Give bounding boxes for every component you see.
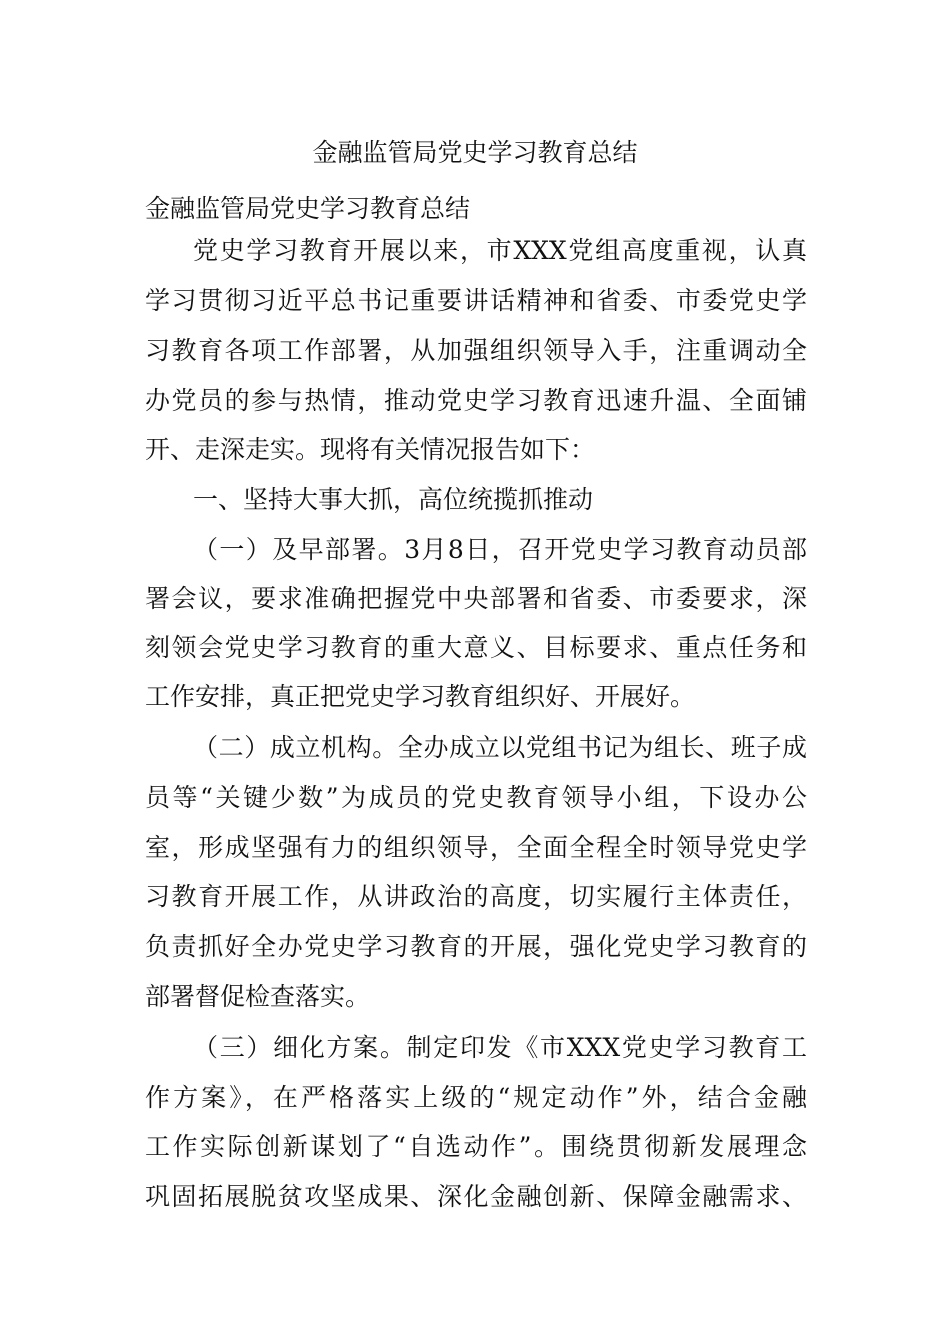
paragraph-line: 工作安排，真正把党史学习教育组织好、开展好。	[145, 682, 696, 711]
document-subtitle: 金融监管局党史学习教育总结	[145, 194, 471, 223]
paragraph-line: 学习贯彻习近平总书记重要讲话精神和省委、市委党史学	[145, 286, 807, 315]
paragraph-line: 室，形成坚强有力的组织领导，全面全程全时领导党史学	[145, 833, 807, 862]
paragraph-line: 巩固拓展脱贫攻坚成果、深化金融创新、保障金融需求、	[145, 1182, 807, 1211]
paragraph-line: 员等“关键少数”为成员的党史教育领导小组，下设办公	[145, 783, 807, 812]
paragraph-line: 办党员的参与热情，推动党史学习教育迅速升温、全面铺	[145, 386, 807, 415]
paragraph-line: 部署督促检查落实。	[145, 982, 371, 1011]
paragraph-line: 工作实际创新谋划了“自选动作”。围绕贯彻新发展理念	[145, 1132, 807, 1161]
paragraph-line: （三）细化方案。制定印发《市XXX党史学习教育工	[193, 1033, 807, 1062]
paragraph-line: 党史学习教育开展以来，市XXX党组高度重视，认真	[193, 236, 807, 265]
paragraph-line: 刻领会党史学习教育的重大意义、目标要求、重点任务和	[145, 633, 807, 662]
paragraph-line: （一）及早部署。3月8日，召开党史学习教育动员部	[193, 535, 807, 564]
paragraph-line: （二）成立机构。全办成立以党组书记为组长、班子成	[193, 733, 807, 762]
paragraph-line: 作方案》，在严格落实上级的“规定动作”外，结合金融	[145, 1083, 807, 1112]
paragraph-line: 负责抓好全办党史学习教育的开展，强化党史学习教育的	[145, 932, 807, 961]
page-title: 金融监管局党史学习教育总结	[312, 138, 638, 167]
paragraph-line: 署会议，要求准确把握党中央部署和省委、市委要求，深	[145, 584, 807, 613]
section-heading: 一、坚持大事大抓，高位统揽抓推动	[193, 485, 594, 514]
paragraph-line: 开、走深走实。现将有关情况报告如下：	[145, 435, 596, 464]
paragraph-line: 习教育各项工作部署，从加强组织领导入手，注重调动全	[145, 336, 807, 365]
paragraph-line: 习教育开展工作，从讲政治的高度，切实履行主体责任，	[145, 882, 807, 911]
